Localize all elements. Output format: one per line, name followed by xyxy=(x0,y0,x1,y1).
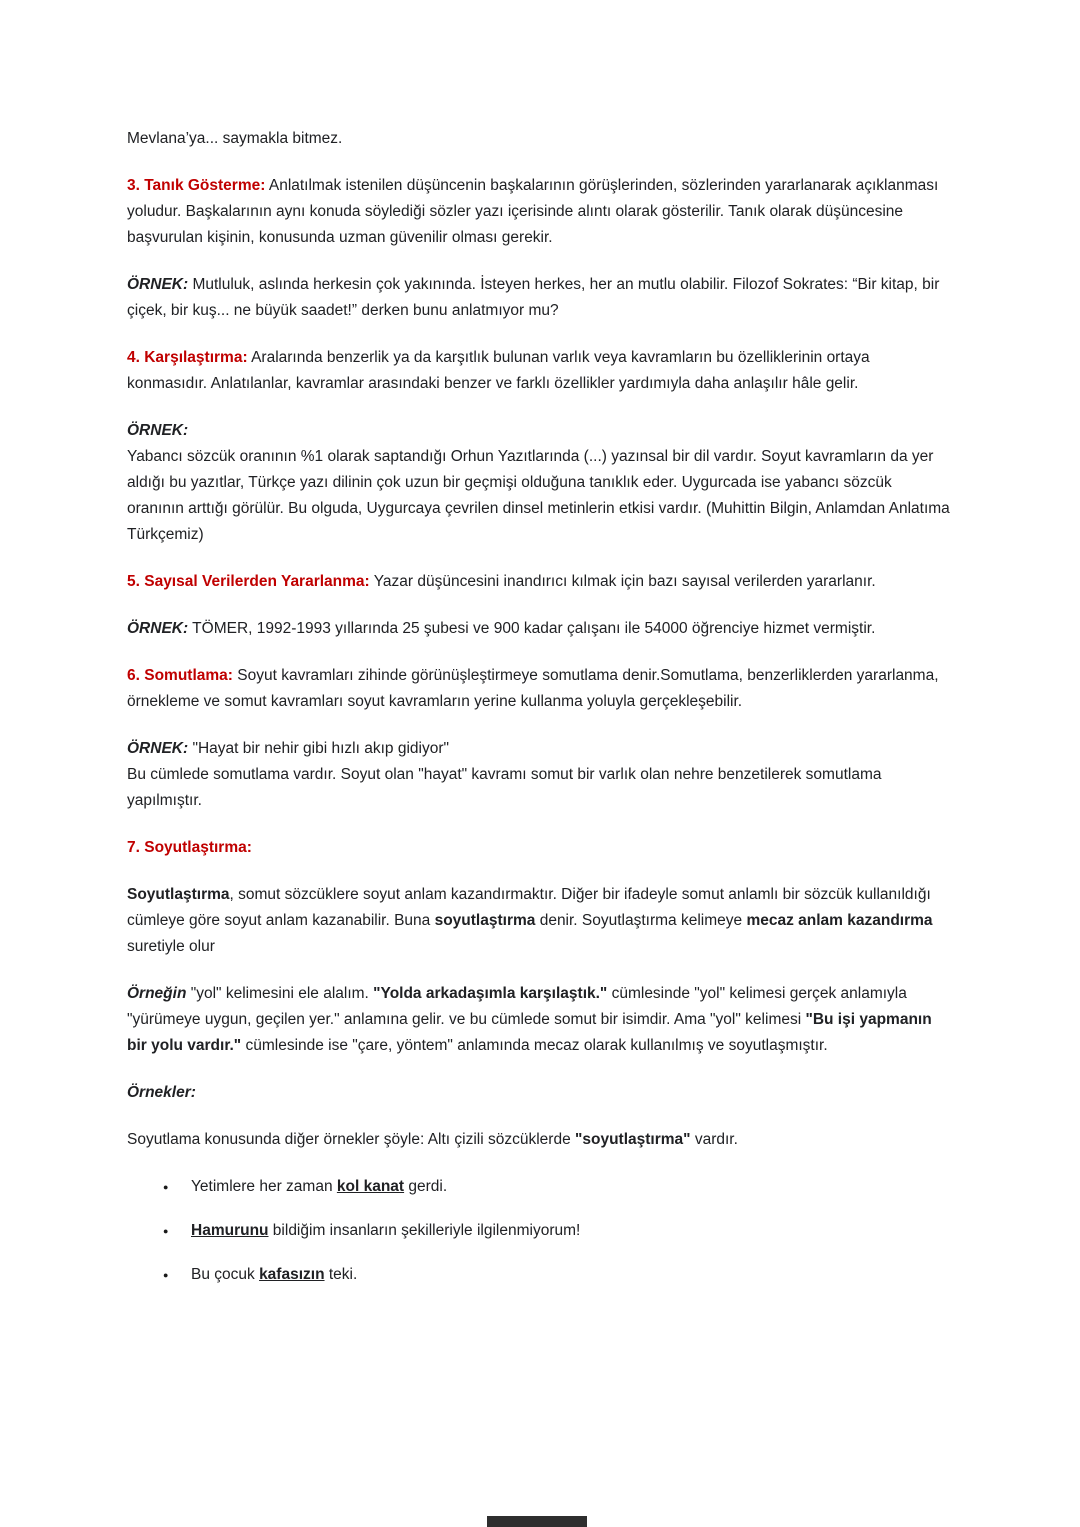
text-run: cümlesinde ise "çare, yöntem" anlamında mecaz olarak kullanılmış ve soyutlaşmıştır. xyxy=(241,1037,828,1054)
text-run-rb: 4. Karşılaştırma: xyxy=(127,349,248,366)
paragraph-tanik-gosterme xyxy=(127,173,952,251)
text-run-bi: ÖRNEK: xyxy=(127,620,189,637)
text-run-b: "Yolda arkadaşımla karşılaştık." xyxy=(373,985,608,1002)
text-run-bu: kafasızın xyxy=(259,1266,325,1283)
text-run: bildiğim insanların şekilleriyle ilgilenmiyorum! xyxy=(268,1222,581,1239)
heading-soyutlastirma xyxy=(127,835,952,861)
text-run-b: mecaz anlam kazandırma xyxy=(746,912,933,929)
text-run: Soyutlama konusunda diğer örnekler şöyle: Altı çizili sözcüklerde xyxy=(127,1131,576,1148)
heading-ornekler xyxy=(127,1080,952,1106)
paragraph-somutlama xyxy=(127,663,952,715)
text-run-bu: Hamurunu xyxy=(191,1222,269,1239)
text-run: TÖMER, 1992-1993 yıllarında 25 şubesi ve 900 kadar çalışanı ile 54000 öğrenciye hizmet vermiştir. xyxy=(188,620,876,637)
paragraph-ornek-somutlama xyxy=(127,736,952,814)
text-run: Yabancı sözcük oranının %1 olarak saptandığı Orhun Yazıtlarında (...) yazınsal bir dil vardır. Soyut kavramların da yer aldığı bu yazıtlar, Türkçe yazı dilinin çok uzun bir geçmişi olduğuna tanıklık eder. Uygurcada ise yabancı sözcük oranının arttığı görülür. Bu olguda, Uygurcaya çevrilen dinsel metinlerin etkisi vardır. (Muhittin Bilgin, Anlamdan Anlatıma Türkçemiz) xyxy=(127,448,950,543)
soyutlastirma-examples-list xyxy=(127,1174,952,1288)
text-run: Bu çocuk xyxy=(191,1266,260,1283)
paragraph-sayisal-veriler xyxy=(127,569,952,595)
text-run-bi: ÖRNEK: xyxy=(127,422,189,439)
text-run: teki. xyxy=(324,1266,358,1283)
text-run-bi: Örneğin xyxy=(127,985,187,1002)
text-run: gerdi. xyxy=(404,1178,448,1195)
text-run: Yazar düşüncesini inandırıcı kılmak için bazı sayısal verilerden yararlanır. xyxy=(369,573,876,590)
list-item xyxy=(163,1174,952,1200)
text-run: Mevlana’ya... saymakla bitmez. xyxy=(127,130,343,147)
text-run: Soyut kavramları zihinde görünüşleştirmeye somutlama denir.Somutlama, benzerliklerden yararlanma, örnekleme ve somut kavramları soyut kavramların yerine kullanma yoluyla gerçekleşebilir. xyxy=(127,667,939,710)
text-run: Yetimlere her zaman xyxy=(191,1178,337,1195)
paragraph-karsilastirma xyxy=(127,345,952,397)
text-run: cümlesinde "yol" kelimesi gerçek anlamıyla "yürümeye uygun, geçilen yer." anlamına gelir. ve bu cümlede somut bir isimdir. Ama "yol" kelimesi xyxy=(127,985,907,1028)
text-run-rb: 6. Somutlama: xyxy=(127,667,233,684)
text-run: Aralarında benzerlik ya da karşıtlık bulunan varlık veya kavramların bu özelliklerinin ortaya konmasıdır. Anlatılanlar, kavramlar arasındaki benzer ve farklı özellikler yardımıyla daha anlaşılır hâle gelir. xyxy=(127,349,870,392)
paragraph-continuation xyxy=(127,126,952,152)
text-run-b: soyutlaştırma xyxy=(434,912,536,929)
text-run-rb: 5. Sayısal Verilerden Yararlanma: xyxy=(127,573,370,590)
text-run-b: "Bu işi yapmanın bir yolu vardır." xyxy=(127,1011,932,1054)
paragraph-ornek-karsilastirma xyxy=(127,418,952,548)
text-run-bi: Örnekler: xyxy=(127,1084,196,1101)
paragraph-ornek-sayisal xyxy=(127,616,952,642)
text-run-bi: ÖRNEK: xyxy=(127,740,189,757)
text-run: Bu cümlede somutlama vardır. Soyut olan "hayat" kavramı somut bir varlık olan nehre benzetilerek somutlama yapılmıştır. xyxy=(127,766,882,809)
list-item xyxy=(163,1262,952,1288)
list-item xyxy=(163,1218,952,1244)
text-run: Anlatılmak istenilen düşüncenin başkalarının görüşlerinden, sözlerinden yararlanarak açıklanması yoludur. Başkalarının aynı konuda söylediği sözler yazı içerisinde alıntı olarak gösterilir. Tanık olarak düşüncesine başvurulan kişinin, konusunda uzman güvenilir olması gerekir. xyxy=(127,177,939,246)
text-run-bu: kol kanat xyxy=(336,1178,405,1195)
text-run: denir. Soyutlaştırma kelimeye xyxy=(535,912,747,929)
text-run: "yol" kelimesini ele alalım. xyxy=(186,985,374,1002)
text-run: suretiyle olur xyxy=(127,938,215,955)
text-run: Mutluluk, aslında herkesin çok yakınında. İsteyen herkes, her an mutlu olabilir. Filozof Sokrates: “Bir kitap, bir çiçek, bir kuş... ne büyük saadet!” derken bunu anlatmıyor mu? xyxy=(127,276,940,319)
text-run: , somut sözcüklere soyut anlam kazandırmaktır. Diğer bir ifadeyle somut anlamlı bir sözcük kullanıldığı cümleye göre soyut anlam kazanabilir. Buna xyxy=(127,886,931,929)
next-page-content-edge xyxy=(487,1516,587,1527)
text-run-rb: 7. Soyutlaştırma: xyxy=(127,839,252,856)
paragraph-ornek-tanik xyxy=(127,272,952,324)
text-run-b: "soyutlaştırma" xyxy=(575,1131,691,1148)
text-run-rb: 3. Tanık Gösterme: xyxy=(127,177,266,194)
text-run: vardır. xyxy=(690,1131,738,1148)
paragraph-soyutlastirma-tanim xyxy=(127,882,952,960)
text-run-b: Soyutlaştırma xyxy=(127,886,230,903)
paragraph-soyutlastirma-ornegin xyxy=(127,981,952,1059)
text-run: "Hayat bir nehir gibi hızlı akıp gidiyor" xyxy=(188,740,449,757)
text-run-bi: ÖRNEK: xyxy=(127,276,189,293)
paragraph-soyutlama-intro xyxy=(127,1127,952,1153)
